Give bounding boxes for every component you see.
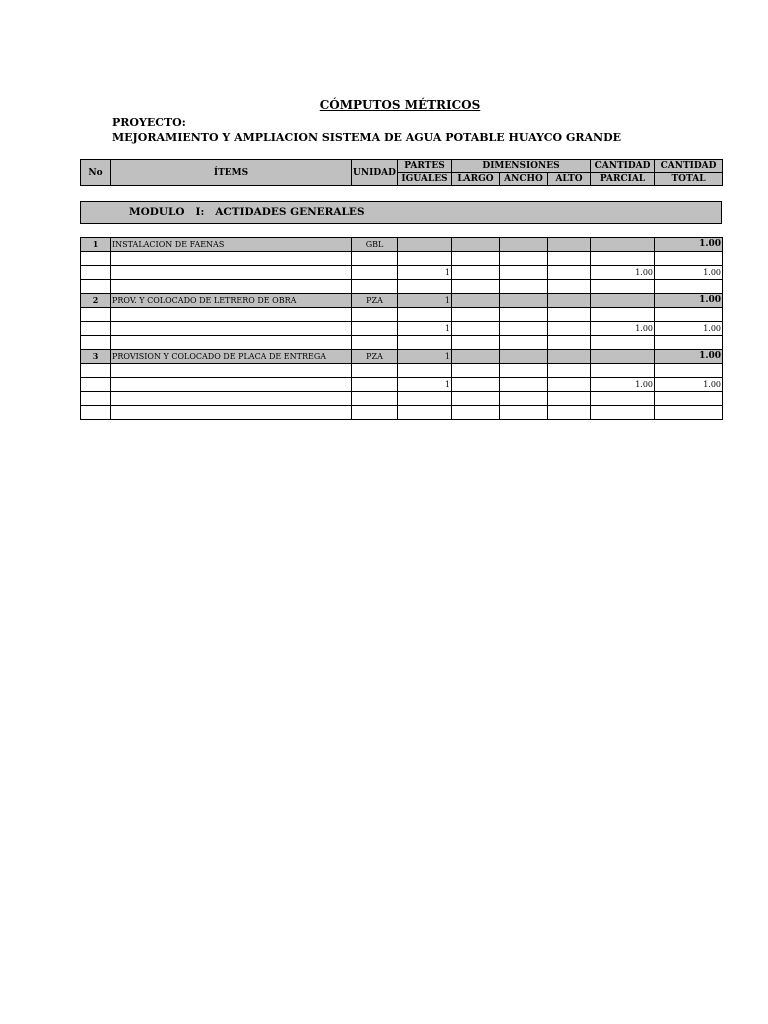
- module-label: MODULO I: ACTIDADES GENERALES: [129, 206, 365, 218]
- item-description: PROVISION Y COLOCADO DE PLACA DE ENTREGA: [111, 350, 352, 364]
- header-ancho: ANCHO: [500, 173, 548, 186]
- item-largo: [452, 294, 500, 308]
- item-unit: PZA: [352, 294, 398, 308]
- item-largo: [452, 350, 500, 364]
- item-number: 1: [81, 238, 111, 252]
- detail-row: [81, 378, 723, 392]
- item-unit: PZA: [352, 350, 398, 364]
- blank-row: [81, 336, 723, 350]
- header-cant-parcial-bottom: PARCIAL: [591, 173, 655, 186]
- header-cant-total-top: CANTIDAD: [655, 160, 723, 173]
- item-number: 2: [81, 294, 111, 308]
- item-description: INSTALACION DE FAENAS: [111, 238, 352, 252]
- item-partes: [398, 238, 452, 252]
- detail-partes: 1: [398, 266, 452, 280]
- detail-parcial: 1.00: [591, 266, 655, 280]
- blank-row: [81, 308, 723, 322]
- item-alto: [548, 350, 591, 364]
- detail-total: 1.00: [655, 322, 723, 336]
- item-ancho: [500, 350, 548, 364]
- blank-row: [81, 406, 723, 420]
- header-no: No: [81, 160, 111, 186]
- item-parcial: [591, 350, 655, 364]
- page-title: CÓMPUTOS MÉTRICOS: [319, 98, 481, 112]
- item-row: [81, 350, 723, 364]
- detail-partes: 1: [398, 322, 452, 336]
- item-parcial: [591, 238, 655, 252]
- item-partes: 1: [398, 294, 452, 308]
- item-alto: [548, 238, 591, 252]
- item-total: 1.00: [655, 294, 723, 308]
- header-dimensiones: DIMENSIONES: [452, 160, 591, 173]
- item-partes: 1: [398, 350, 452, 364]
- blank-row: [81, 252, 723, 266]
- item-ancho: [500, 294, 548, 308]
- item-total: 1.00: [655, 350, 723, 364]
- detail-total: 1.00: [655, 266, 723, 280]
- blank-row: [81, 280, 723, 294]
- header-items: ÍTEMS: [111, 160, 352, 186]
- item-alto: [548, 294, 591, 308]
- module-bar: [80, 201, 722, 224]
- project-label: PROYECTO:: [112, 116, 186, 129]
- item-parcial: [591, 294, 655, 308]
- header-unidad: UNIDAD: [352, 160, 398, 186]
- header-partes-top: PARTES: [398, 160, 452, 173]
- item-description: PROV. Y COLOCADO DE LETRERO DE OBRA: [111, 294, 352, 308]
- header-partes-bottom: IGUALES: [398, 173, 452, 186]
- blank-row: [81, 364, 723, 378]
- header-cant-total-bottom: TOTAL: [655, 173, 723, 186]
- detail-partes: 1: [398, 378, 452, 392]
- item-ancho: [500, 238, 548, 252]
- item-largo: [452, 238, 500, 252]
- header-alto: ALTO: [548, 173, 591, 186]
- item-number: 3: [81, 350, 111, 364]
- item-row: [81, 238, 723, 252]
- project-name: MEJORAMIENTO Y AMPLIACION SISTEMA DE AGUA POTABLE HUAYCO GRANDE: [112, 131, 621, 144]
- computos-table: [80, 237, 723, 420]
- header-largo: LARGO: [452, 173, 500, 186]
- blank-row: [81, 392, 723, 406]
- item-total: 1.00: [655, 238, 723, 252]
- item-row: [81, 294, 723, 308]
- header-cant-parcial-top: CANTIDAD: [591, 160, 655, 173]
- item-unit: GBL: [352, 238, 398, 252]
- detail-row: [81, 322, 723, 336]
- detail-parcial: 1.00: [591, 378, 655, 392]
- detail-row: [81, 266, 723, 280]
- header-table: [80, 159, 723, 186]
- detail-parcial: 1.00: [591, 322, 655, 336]
- detail-total: 1.00: [655, 378, 723, 392]
